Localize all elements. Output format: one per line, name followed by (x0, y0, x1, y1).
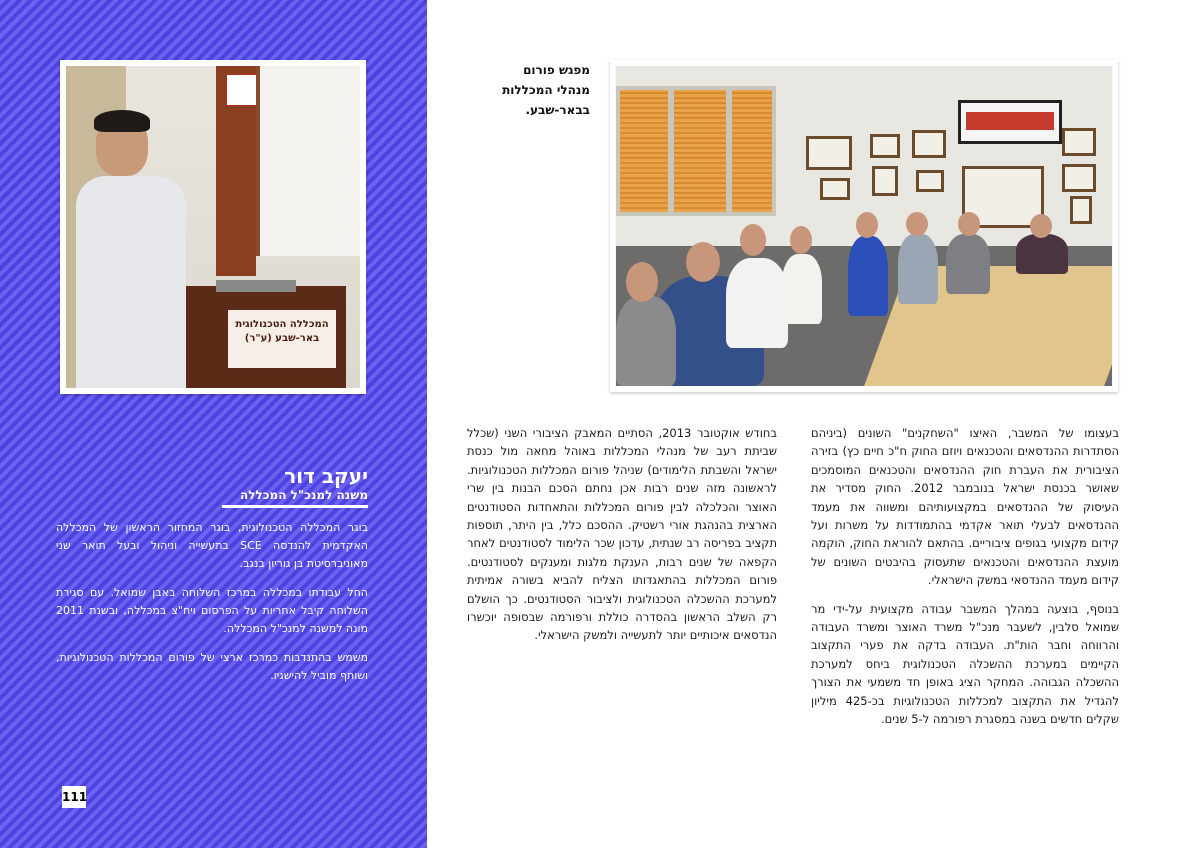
caption-line: בבאר-שבע. (525, 103, 590, 117)
article-paragraph: בחודש אוקטובר 2013, הסתיים המאבק הציבורי השני (שכלל שביתת רעב של מנהלי המכללות באוהל מחאה מול כנסת ישראל והשבתת הלימודים) שניהל פורום המכללות הטכנולוגיות. לראשונה מזה שנים רבות אכן נחתם הסכם הבנות בין שרי האוצר והכלכלה לבין פורום המכללות והתאחדות הסטודנטים הארצית בהנהגת אורי רשטיק. ההסכם כלל, בין היתר, תוספות תקציב בפריסה רב שנתית, עדכון שכר הלימוד לסטודנטים לאחר הקפאה של שנים רבות, הענקת מלגות ומענקים לסטודנטים. פורום המכללות בהתאגדותו הצליח להביא בשורה אמיתית למערכת ההשכלה הטכנולוגית ולציבור הסטודנטים. כך הושלם רק השלב הראשון בהסדרה כוללת ורפורמה שבסופה יוכשרו הנדסאים איכותיים יותר לתעשייה ולמשק הישראלי. (467, 426, 777, 643)
speaker-photo-image (66, 66, 360, 388)
photo-attendee (1016, 234, 1068, 274)
photo-attendee-head (906, 212, 928, 236)
photo-attendee (782, 254, 822, 324)
photo-window-blinds (616, 86, 776, 216)
photo-whiteboard (256, 66, 360, 256)
article-column-right (811, 424, 1119, 739)
caption-line: מנהלי המכללות (502, 83, 590, 97)
photo-attendee-head (790, 226, 812, 254)
article-paragraph: בעצומו של המשבר, האיצו "השחקנים" השונים (ביניהם הסתדרות ההנדסאים והטכנאים ויוזם החוק ח"כ חיים כץ) בזירה הציבורית את העברת חוק ההנדסאים והטכנאים המוסמכים שאושר בכנסת ישראל בנובמבר 2012. החוק מסדיר את העיסוק של ההנדסאים במקצועותיהם ומשווה את מעמד ההנדסאים לבעלי תואר אקדמי בהתמודדות על משרות ועל קידום מקצועי בגופים ציבוריים. בהתאם להוראת החוק, הוקמה מועצת ההנדסאים והטכנאים שתעסוק בהיבטים השונים של קידום מעמד ההנדסאי במשק הישראלי. (811, 426, 1119, 588)
speaker-photo (60, 60, 366, 394)
article-column-left (467, 424, 777, 655)
photo-attendee-head (958, 212, 980, 236)
photo-attendee-head (740, 224, 766, 256)
photo-attendee (848, 236, 888, 316)
photo-attendee (616, 296, 676, 386)
photo-caption (478, 60, 590, 120)
photo-attendee-head (686, 242, 720, 282)
photo-wall-picture (916, 170, 944, 192)
photo-laptop (216, 280, 296, 292)
caption-line: מפגש פורום (523, 63, 590, 77)
photo-wall-picture (820, 178, 850, 200)
photo-wall-picture (1070, 196, 1092, 224)
bio-paragraph: בוגר המכללה הטכנולוגית, בוגר המחזור הראשון של המכללה האקדמית להנדסה SCE בתעשייה וניהול ובעל תואר שני מאוניברסיטת בן גוריון בנגב. (56, 521, 368, 570)
podium-sign-text: המכללה הטכנולוגית באר-שבע (ע"ר) (235, 319, 329, 344)
left-page-panel (0, 0, 427, 848)
profile-heading (222, 465, 368, 508)
meeting-photo (610, 60, 1118, 392)
bio-paragraph: משמש בהתנדבות כמרכז ארצי של פורום המכללות הטכנולוגיות, ושותף מוביל להישגיו. (56, 651, 368, 682)
article-paragraph: בנוסף, בוצעה במהלך המשבר עבודה מקצועית על-ידי מר שמואל סלבין, לשעבר מנכ"ל משרד האוצר ומשרד העבודה והרווחה וחבר הות"ת. העבודה בדקה את פערי התקצוב הקיימים במערכת ההשכלה הטכנולוגית ביחס למערכת ההשכלה הגבוהה. המחקר הציג באופן חד משמעי את הצורך להגדיל את התקצוב למכללות הטכנולוגיות בכ-425 מיליון שקלים חדשים בשנה במסגרת רפורמה ל-5 שנים. (811, 601, 1119, 727)
photo-attendee-head (1030, 214, 1052, 238)
photo-wall-picture (806, 136, 852, 170)
photo-attendee (726, 258, 788, 348)
bio-paragraph: החל עבודתו במכללה במרכז השלוחה באבן שמואל. עם סגירת השלוחה קיבל אחריות על הפרסום ויח"צ במכללה, ובשנת 2011 מונה למשנה למנכ"ל המכללה. (56, 586, 368, 635)
profile-bio (56, 519, 368, 696)
photo-wall-picture (872, 166, 898, 196)
photo-window-divider (668, 86, 674, 216)
photo-attendee-head (856, 212, 878, 238)
photo-wall-picture (870, 134, 900, 158)
photo-speaker-body (76, 176, 186, 388)
photo-attendee-head (626, 262, 658, 302)
page-number: 111 (62, 786, 86, 808)
photo-attendee (898, 234, 938, 304)
photo-speaker-hair (94, 110, 150, 132)
profile-role: משנה למנכ"ל המכללה (222, 487, 368, 508)
photo-wall-picture (1062, 128, 1096, 156)
photo-podium-sign (226, 308, 338, 370)
profile-name: יעקב דור (284, 464, 368, 488)
photo-attendee (946, 234, 990, 294)
photo-wall-picture (912, 130, 946, 158)
meeting-photo-image (616, 66, 1112, 386)
photo-banner-stripe (966, 112, 1054, 130)
photo-window-divider (726, 86, 732, 216)
photo-wall-picture (1062, 164, 1096, 192)
